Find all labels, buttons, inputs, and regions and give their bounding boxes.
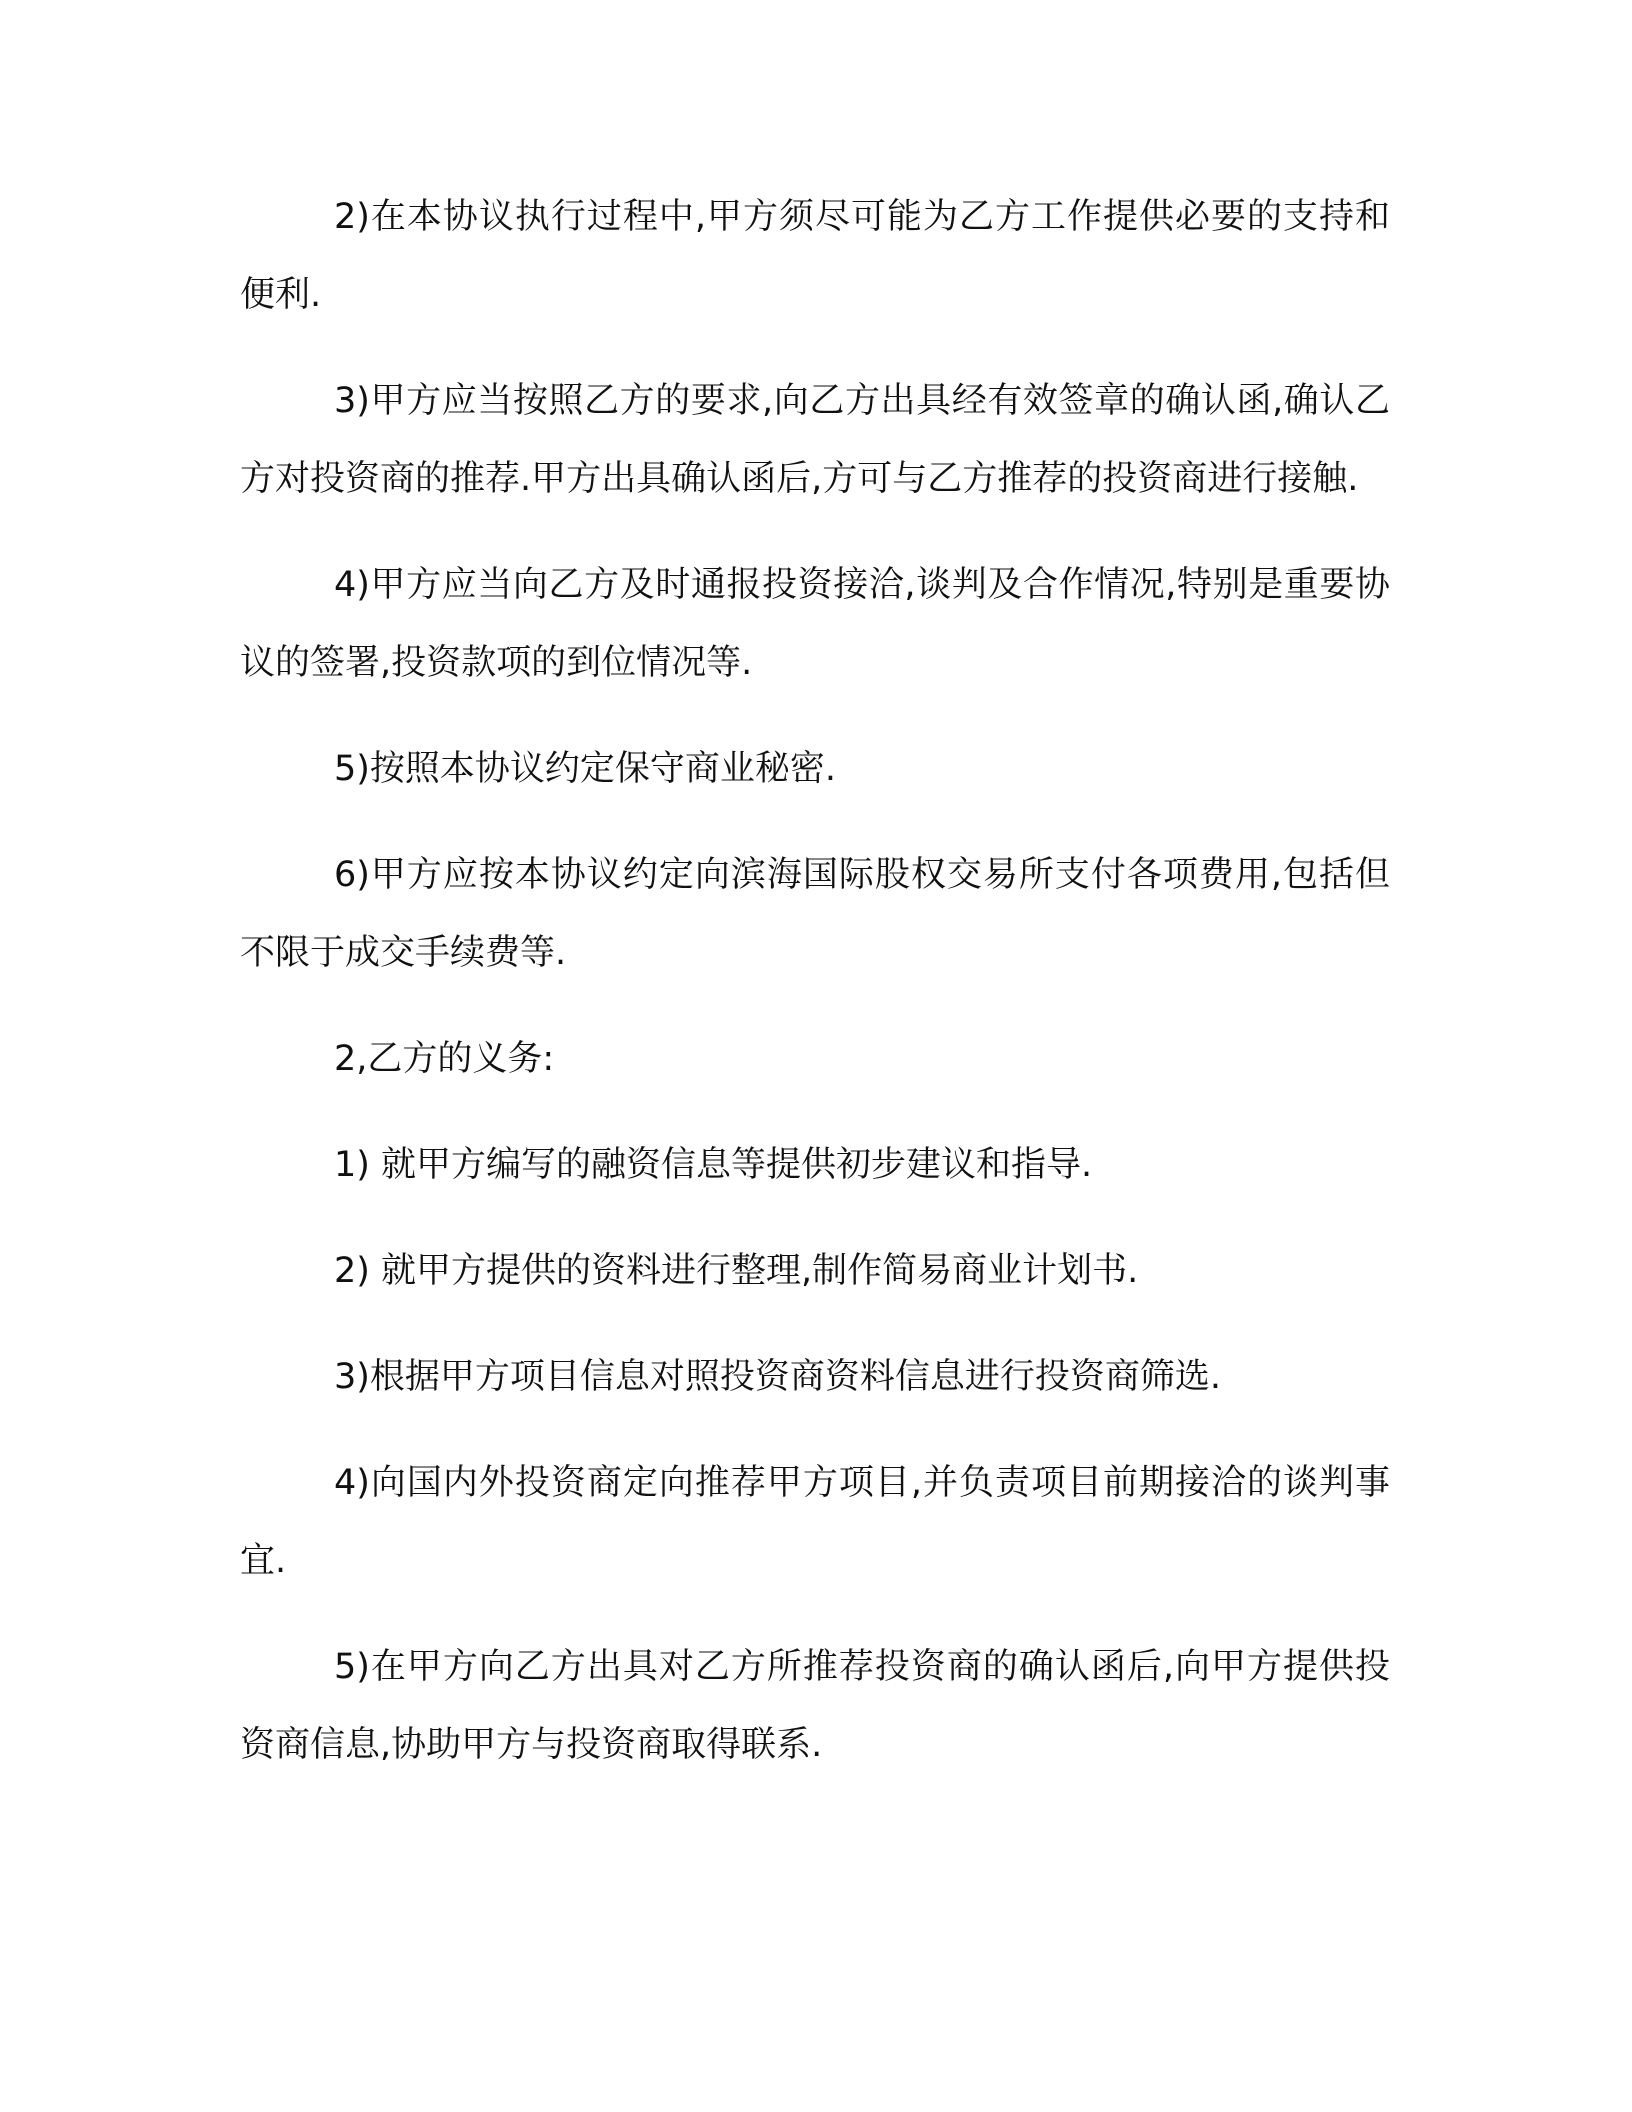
paragraph-party-b-investor-contact: 5)在甲方向乙方出具对乙方所推荐投资商的确认函后,向甲方提供投资商信息,协助甲方与投资商取得联系. — [240, 1647, 1390, 1765]
paragraph-party-a-reporting: 4)甲方应当向乙方及时通报投资接洽,谈判及合作情况,特别是重要协议的签署,投资款项的到位情况等. — [240, 565, 1390, 683]
paragraph-party-a-support: 2)在本协议执行过程中,甲方须尽可能为乙方工作提供必要的支持和便利. — [240, 197, 1390, 315]
paragraph-party-b-guidance: 1) 就甲方编写的融资信息等提供初步建议和指导. — [334, 1145, 1093, 1185]
paragraph-party-b-business-plan: 2) 就甲方提供的资料进行整理,制作简易商业计划书. — [334, 1251, 1139, 1291]
paragraph-party-b-project-recommendation: 4)向国内外投资商定向推荐甲方项目,并负责项目前期接洽的谈判事宜. — [240, 1463, 1390, 1581]
paragraph-party-a-fees: 6)甲方应按本协议约定向滨海国际股权交易所支付各项费用,包括但不限于成交手续费等. — [240, 855, 1390, 973]
document-body — [240, 178, 1390, 1812]
paragraph-party-b-investor-screening: 3)根据甲方项目信息对照投资商资料信息进行投资商筛选. — [334, 1357, 1222, 1397]
section-heading-party-b-obligations: 2,乙方的义务: — [334, 1039, 555, 1079]
paragraph-party-a-confirmation-letter: 3)甲方应当按照乙方的要求,向乙方出具经有效签章的确认函,确认乙方对投资商的推荐.甲方出具确认函后,方可与乙方推荐的投资商进行接触. — [240, 381, 1390, 499]
paragraph-party-a-confidentiality: 5)按照本协议约定保守商业秘密. — [334, 749, 837, 789]
